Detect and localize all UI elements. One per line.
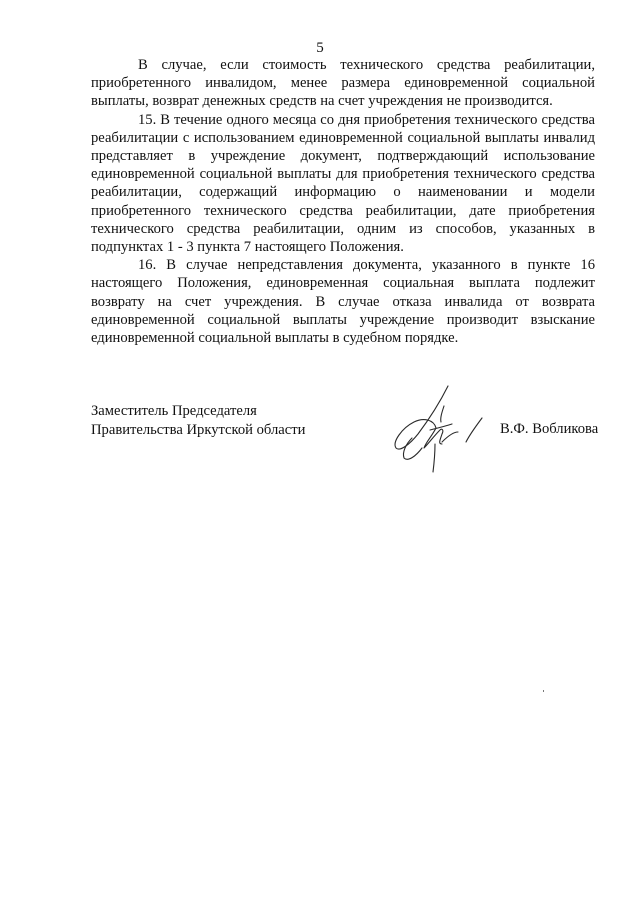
paragraph-15: 15. В течение одного месяца со дня приобретения технического средства реабилитации с использованием единовременной социальной выплаты инвалид представляет в учреждение документ, подтверждающий использование единовременной социальной выплаты для приобретения технического средства реабилитации, содержащий информацию о наименовании и модели приобретенного технического средства реабилитации, дате приобретения технического средства реабилитации, одним из способов, указанных в подпунктах 1 - 3 пункта 7 настоящего Положения. <box>91 111 595 256</box>
page-number: 5 <box>316 40 324 56</box>
paragraph-refund-note: В случае, если стоимость технического средства реабилитации, приобретенного инвалидом, менее размера единовременной социальной выплаты, возврат денежных средств на счет учреждения не производится. <box>91 57 595 110</box>
signatory-position-line1: Заместитель Председателя <box>91 403 257 419</box>
signatory-position <box>91 402 305 440</box>
scan-artifact <box>543 690 544 692</box>
paragraph-16: 16. В случае непредставления документа, указанного в пункте 16 настоящего Положения, единовременная социальная выплата подлежит возврату на счет учреждения. В случае отказа инвалида от возврата единовременной социальной выплаты учреждение производит взыскание единовременной социальной выплаты в судебном порядке. <box>91 257 595 347</box>
signatory-position-line2: Правительства Иркутской области <box>91 422 306 438</box>
document-body <box>91 56 595 347</box>
signer-name: В.Ф. Вобликова <box>500 421 599 437</box>
handwritten-signature <box>388 382 493 482</box>
